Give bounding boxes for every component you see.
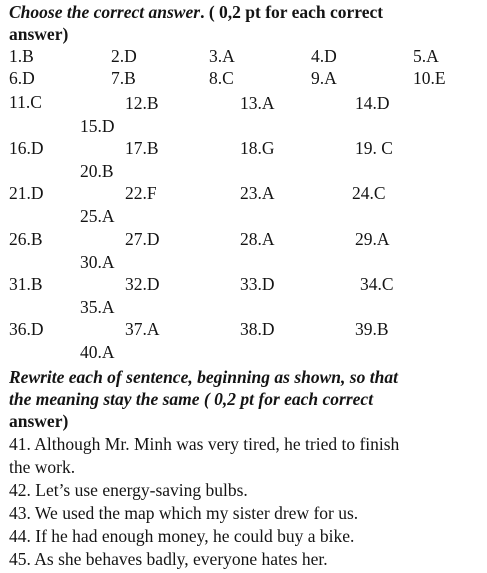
answer-item: 28.A [240,229,275,249]
answer-item: 18.G [240,138,275,158]
answer-item: 3.A [209,46,235,66]
section1-heading [9,2,383,23]
answer-item: 5.A [413,46,439,66]
answer-item: 10.E [413,68,446,88]
rewrite-answer-41-cont: the work. [9,457,76,477]
section1-title-tail: . ( 0,2 pt for each correct [200,2,384,22]
answer-item: 36.D [9,319,44,339]
rewrite-answer-45: 45. As she behaves badly, everyone hates her. [9,549,328,569]
answer-item: 29.A [355,229,390,249]
answer-item: 23.A [240,183,275,203]
answer-item: 38.D [240,319,275,339]
rewrite-answer-42: 42. Let’s use energy-saving bulbs. [9,480,248,500]
answer-item: 20.B [80,161,114,181]
rewrite-answer-41: 41. Although Mr. Minh was very tired, he tried to finish [9,434,400,454]
answer-item: 9.A [311,68,337,88]
section1-title-italic: Choose the correct answer [9,2,201,22]
section2-heading-line3: answer) [9,411,69,431]
answer-item: 21.D [9,183,44,203]
answer-item: 30.A [80,252,115,272]
answer-item: 26.B [9,229,43,249]
answer-item: 25.A [80,206,115,226]
answer-item: 8.C [209,68,234,88]
answer-item: 31.B [9,274,43,294]
answer-item: 33.D [240,274,275,294]
answer-item: 37.A [125,319,160,339]
answer-item: 16.D [9,138,44,158]
answer-item: 13.A [240,93,275,113]
answer-item: 19. C [355,138,393,158]
answer-item: 40.A [80,342,115,362]
answer-item: 15.D [80,116,115,136]
section2-heading-line2: the meaning stay the same ( 0,2 pt for each correct [9,389,374,409]
answer-item: 17.B [125,138,159,158]
section1-heading-line2: answer) [9,24,69,44]
answer-item: 6.D [9,68,35,88]
answer-item: 2.D [111,46,137,66]
rewrite-answer-44: 44. If he had enough money, he could buy a bike. [9,526,355,546]
rewrite-answer-43: 43. We used the map which my sister drew for us. [9,503,359,523]
answer-item: 34.C [360,274,394,294]
answer-item: 22.F [125,183,157,203]
answer-item: 12.B [125,93,159,113]
answer-item: 1.B [9,46,34,66]
answer-item: 4.D [311,46,337,66]
answer-item: 14.D [355,93,390,113]
answer-item: 27.D [125,229,160,249]
answer-item: 24.C [352,183,386,203]
answer-item: 11.C [9,92,42,112]
section2-heading-line1: Rewrite each of sentence, beginning as shown, so that [9,367,398,387]
answer-item: 32.D [125,274,160,294]
answer-item: 7.B [111,68,136,88]
answer-item: 35.A [80,297,115,317]
answer-item: 39.B [355,319,389,339]
